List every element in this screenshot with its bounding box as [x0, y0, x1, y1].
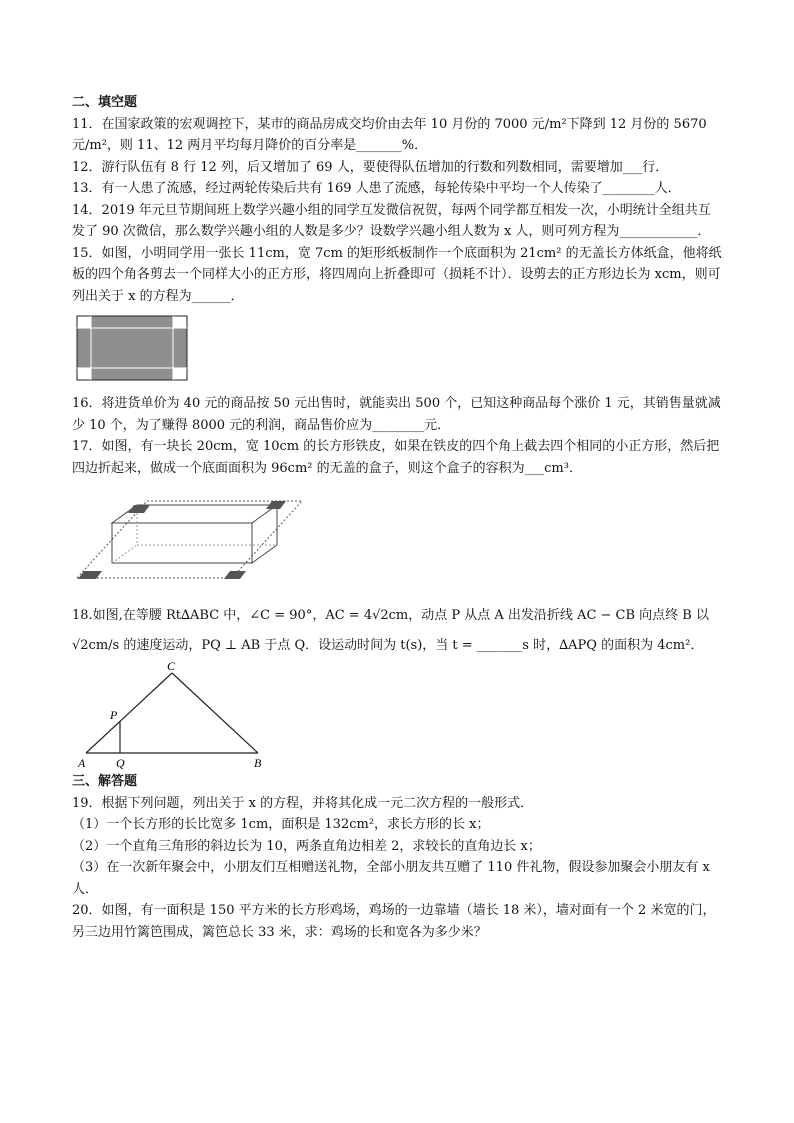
question-18: 18.如图,在等腰 Rt∆ABC 中，∠C = 90°，AC = 4√2cm，动点 P 从点 A 出发沿折线 AC − CB 向点终 B 以 √2cm/s 的速度运动，PQ ⊥ AB 于点 Q．设运动时间为 t(s)，当 t = _______s 时，∆APQ 的面积为 4cm²． [72, 608, 709, 653]
question-17: 17．如图，有一块长 20cm，宽 10cm 的长方形铁皮，如果在铁皮的四个角上截去四个相同的小正方形，然后把四边折起来，做成一个底面面积为 96cm² 的无盖的盒子，则这个盒子的容积为___cm³． [72, 439, 720, 476]
question-19-part-1: （1）一个长方形的长比宽多 1cm，面积是 132cm²，求长方形的长 x； [72, 817, 490, 832]
section-title-fill-blank: 二、填空题 [72, 95, 138, 110]
triangle-diagram [72, 661, 272, 771]
question-20: 20．如图，有一面积是 150 平方米的长方形鸡场，鸡场的一边靠墙（墙长 18 米），墙对面有一个 2 米宽的门，另三边用竹篱笆围成，篱笆总长 33 米，求：鸡场的长和宽各为多少米？ [72, 903, 716, 940]
question-13: 13．有一人患了流感，经过两轮传染后共有 169 人患了流感，每轮传染中平均一个人传染了________人． [72, 181, 681, 196]
question-19-part-2: （2）一个直角三角形的斜边长为 10，两条直角边相差 2，求较长的直角边长 x； [72, 838, 541, 854]
figure-18-triangle [72, 661, 722, 771]
question-14: 14．2019 年元旦节期间班上数学兴趣小组的同学互发微信祝贺，每两个同学都互相发一次，小明统计全组共互发了 90 次微信，那么数学兴趣小组的人数是多少？设数学兴趣小组人数为 x 人，则可列方程为____________． [72, 202, 711, 239]
label-C: C [167, 661, 176, 673]
box-diagram [72, 483, 312, 595]
figure-15-cardboard [72, 313, 722, 393]
question-15: 15．如图，小明同学用一张长 11cm，宽 7cm 的矩形纸板制作一个底面积为 21cm² 的无盖长方体纸盒，他将纸板的四个角各剪去一个同样大小的正方形，将四周向上折叠即可（损耗不计）．设剪去的正方形边长为 xcm，则可列出关于 x 的方程为______． [72, 245, 722, 304]
cardboard-diagram [72, 313, 192, 383]
label-P: P [110, 708, 118, 722]
question-16: 16．将进货单价为 40 元的商品按 50 元出售时，就能卖出 500 个，已知这种商品每个涨价 1 元，其销售量就减少 10 个，为了赚得 8000 元的利润，商品售价应为________元． [72, 396, 721, 433]
label-Q: Q [116, 756, 125, 770]
question-11: 11．在国家政策的宏观调控下，某市的商品房成交均价由去年 10 月份的 7000 元/m²下降到 12 月份的 5670 元/m²，则 11、12 两月平均每月降价的百分率是_______%． [72, 116, 707, 153]
label-B: B [254, 756, 262, 770]
question-19: 19．根据下列问题，列出关于 x 的方程，并将其化成一元二次方程的一般形式． [72, 795, 534, 811]
figure-17-box [72, 483, 722, 601]
label-A: A [78, 756, 86, 770]
question-19-part-3: （3）在一次新年聚会中，小朋友们互相赠送礼物，全部小朋友共互赠了 110 件礼物，假设参加聚会小朋友有 x 人． [72, 860, 710, 897]
section-title-answer: 三、解答题 [72, 774, 138, 789]
question-12: 12．游行队伍有 8 行 12 列，后又增加了 69 人，要使得队伍增加的行数和列数相同，需要增加___行． [72, 159, 669, 175]
worksheet [72, 92, 722, 943]
